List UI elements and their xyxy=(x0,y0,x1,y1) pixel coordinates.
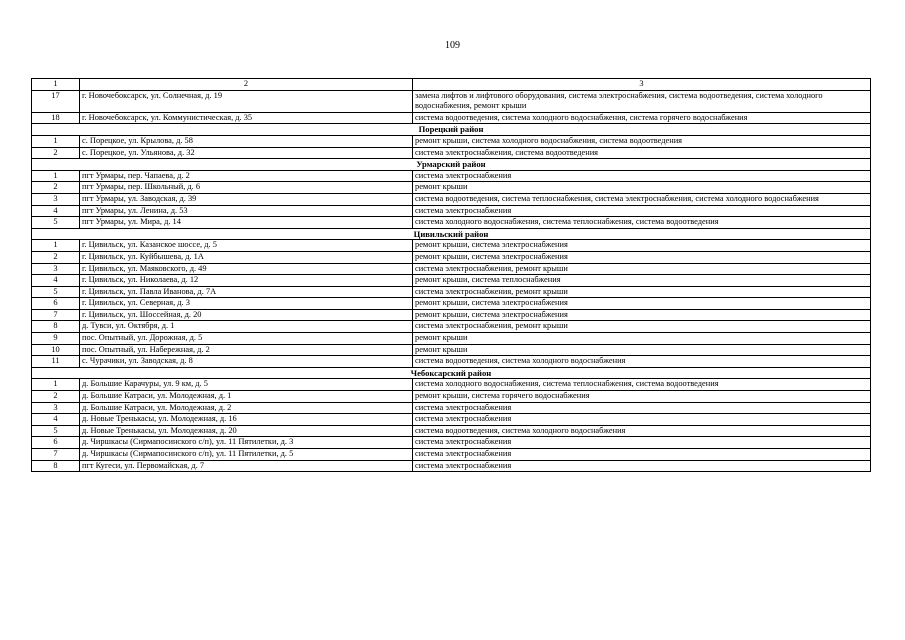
table-row xyxy=(32,379,871,391)
table-row xyxy=(32,333,871,345)
row-works: система водоотведения, система холодного водоснабжения, система горячего водоснабжения xyxy=(413,112,871,124)
row-address: пгт Урмары, ул. Мира, д. 14 xyxy=(80,217,413,229)
column-number-3: 3 xyxy=(413,79,871,91)
row-works: система водоотведения, система холодного водоснабжения xyxy=(413,356,871,368)
district-title: Чебоксарский район xyxy=(32,367,871,379)
district-header-row xyxy=(32,159,871,171)
table-row xyxy=(32,135,871,147)
table-row xyxy=(32,147,871,159)
row-number: 4 xyxy=(32,205,80,217)
table-row xyxy=(32,309,871,321)
row-address: пгт Кугеси, ул. Первомайская, д. 7 xyxy=(80,460,413,472)
row-number: 1 xyxy=(32,135,80,147)
page-number: 109 xyxy=(445,40,460,51)
row-works: ремонт крыши, система теплоснабжения xyxy=(413,275,871,287)
row-address: с. Порецкое, ул. Ульянова, д. 32 xyxy=(80,147,413,159)
row-address: г. Новочебоксарск, ул. Солнечная, д. 19 xyxy=(80,90,413,112)
row-number: 6 xyxy=(32,437,80,449)
row-number: 11 xyxy=(32,356,80,368)
row-number: 1 xyxy=(32,240,80,252)
table-row xyxy=(32,251,871,263)
row-works: ремонт крыши, система электроснабжения xyxy=(413,251,871,263)
row-address: г. Цивильск, ул. Куйбышева, д. 1А xyxy=(80,251,413,263)
row-works: ремонт крыши xyxy=(413,333,871,345)
row-number: 10 xyxy=(32,344,80,356)
row-address: д. Новые Тренькасы, ул. Молодежная, д. 16 xyxy=(80,414,413,426)
row-address: г. Цивильск, ул. Павла Иванова, д. 7А xyxy=(80,286,413,298)
row-works: система электроснабжения, ремонт крыши xyxy=(413,263,871,275)
table-row xyxy=(32,205,871,217)
table-row xyxy=(32,437,871,449)
row-number: 9 xyxy=(32,333,80,345)
row-works: система электроснабжения xyxy=(413,205,871,217)
row-address: пос. Опытный, ул. Набережная, д. 2 xyxy=(80,344,413,356)
row-works: система водоотведения, система холодного водоснабжения xyxy=(413,425,871,437)
table-row xyxy=(32,449,871,461)
row-works: ремонт крыши xyxy=(413,182,871,194)
column-number-1: 1 xyxy=(32,79,80,91)
row-works: замена лифтов и лифтового оборудования, система электроснабжения, система водоотведения, система холодного водоснабжения, ремонт крыши xyxy=(413,90,871,112)
row-works: ремонт крыши, система горячего водоснабжения xyxy=(413,391,871,403)
row-address: г. Новочебоксарск, ул. Коммунистическая, д. 35 xyxy=(80,112,413,124)
row-number: 17 xyxy=(32,90,80,112)
row-number: 6 xyxy=(32,298,80,310)
row-number: 1 xyxy=(32,379,80,391)
district-header-row xyxy=(32,124,871,136)
district-title: Порецкий район xyxy=(32,124,871,136)
row-address: д. Тувси, ул. Октября, д. 1 xyxy=(80,321,413,333)
row-works: система холодного водоснабжения, система теплоснабжения, система водоотведения xyxy=(413,379,871,391)
table-body xyxy=(32,79,871,472)
row-works: система электроснабжения, система водоотведения xyxy=(413,147,871,159)
row-address: г. Цивильск, ул. Шоссейная, д. 20 xyxy=(80,309,413,321)
table-row xyxy=(32,414,871,426)
row-address: д. Большие Катраси, ул. Молодежная, д. 2 xyxy=(80,402,413,414)
table-row xyxy=(32,170,871,182)
table-row xyxy=(32,356,871,368)
row-number: 4 xyxy=(32,414,80,426)
row-works: ремонт крыши, система электроснабжения xyxy=(413,240,871,252)
table-row xyxy=(32,182,871,194)
row-number: 5 xyxy=(32,217,80,229)
table-row xyxy=(32,217,871,229)
row-address: г. Цивильск, ул. Николаева, д. 12 xyxy=(80,275,413,287)
row-number: 18 xyxy=(32,112,80,124)
column-number-2: 2 xyxy=(80,79,413,91)
row-address: с. Порецкое, ул. Крылова, д. 58 xyxy=(80,135,413,147)
row-address: д. Большие Катраси, ул. Молодежная, д. 1 xyxy=(80,391,413,403)
table-row xyxy=(32,112,871,124)
row-number: 2 xyxy=(32,147,80,159)
row-number: 8 xyxy=(32,460,80,472)
row-works: система холодного водоснабжения, система теплоснабжения, система водоотведения xyxy=(413,217,871,229)
row-works: система электроснабжения xyxy=(413,460,871,472)
table-row xyxy=(32,90,871,112)
row-works: система электроснабжения, ремонт крыши xyxy=(413,321,871,333)
row-address: д. Новые Тренькасы, ул. Молодежная, д. 20 xyxy=(80,425,413,437)
district-title: Урмарский район xyxy=(32,159,871,171)
row-works: система электроснабжения xyxy=(413,437,871,449)
row-address: д. Большие Карачуры, ул. 9 км, д. 5 xyxy=(80,379,413,391)
row-address: пгт Урмары, ул. Заводская, д. 39 xyxy=(80,193,413,205)
row-number: 7 xyxy=(32,449,80,461)
row-number: 7 xyxy=(32,309,80,321)
row-number: 4 xyxy=(32,275,80,287)
row-works: ремонт крыши, система электроснабжения xyxy=(413,309,871,321)
table-row xyxy=(32,275,871,287)
table-row xyxy=(32,263,871,275)
row-address: г. Цивильск, ул. Маяковского, д. 49 xyxy=(80,263,413,275)
row-address: г. Цивильск, ул. Казанское шоссе, д. 5 xyxy=(80,240,413,252)
row-address: д. Чиршкасы (Сирмапосинского с/п), ул. 11 Пятилетки, д. 3 xyxy=(80,437,413,449)
row-number: 3 xyxy=(32,263,80,275)
row-works: система электроснабжения xyxy=(413,449,871,461)
row-number: 2 xyxy=(32,182,80,194)
row-works: система водоотведения, система теплоснабжения, система электроснабжения, система холодного водоснабжения xyxy=(413,193,871,205)
row-address: пгт Урмары, пер. Школьный, д. 6 xyxy=(80,182,413,194)
row-address: д. Чиршкасы (Сирмапосинского с/п), ул. 11 Пятилетки, д. 5 xyxy=(80,449,413,461)
row-number: 1 xyxy=(32,170,80,182)
row-address: г. Цивильск, ул. Северная, д. 3 xyxy=(80,298,413,310)
table-row xyxy=(32,391,871,403)
column-number-row xyxy=(32,79,871,91)
row-works: система электроснабжения xyxy=(413,414,871,426)
table-row xyxy=(32,344,871,356)
table-row xyxy=(32,425,871,437)
row-works: система электроснабжения, ремонт крыши xyxy=(413,286,871,298)
row-number: 5 xyxy=(32,425,80,437)
table-row xyxy=(32,321,871,333)
table-row xyxy=(32,460,871,472)
table-row xyxy=(32,402,871,414)
district-header-row xyxy=(32,228,871,240)
row-address: пгт Урмары, ул. Ленина, д. 53 xyxy=(80,205,413,217)
table-row xyxy=(32,298,871,310)
row-address: с. Чурачики, ул. Заводская, д. 8 xyxy=(80,356,413,368)
row-works: ремонт крыши xyxy=(413,344,871,356)
row-works: ремонт крыши, система холодного водоснабжения, система водоотведения xyxy=(413,135,871,147)
row-number: 2 xyxy=(32,391,80,403)
table-row xyxy=(32,286,871,298)
row-address: пгт Урмары, пер. Чапаева, д. 2 xyxy=(80,170,413,182)
housing-repair-table xyxy=(31,78,871,472)
row-number: 3 xyxy=(32,402,80,414)
row-number: 5 xyxy=(32,286,80,298)
row-number: 2 xyxy=(32,251,80,263)
row-number: 8 xyxy=(32,321,80,333)
row-works: ремонт крыши, система электроснабжения xyxy=(413,298,871,310)
district-header-row xyxy=(32,367,871,379)
row-works: система электроснабжения xyxy=(413,402,871,414)
table-row xyxy=(32,193,871,205)
row-number: 3 xyxy=(32,193,80,205)
row-works: система электроснабжения xyxy=(413,170,871,182)
table-row xyxy=(32,240,871,252)
row-address: пос. Опытный, ул. Дорожная, д. 5 xyxy=(80,333,413,345)
district-title: Цивильский район xyxy=(32,228,871,240)
